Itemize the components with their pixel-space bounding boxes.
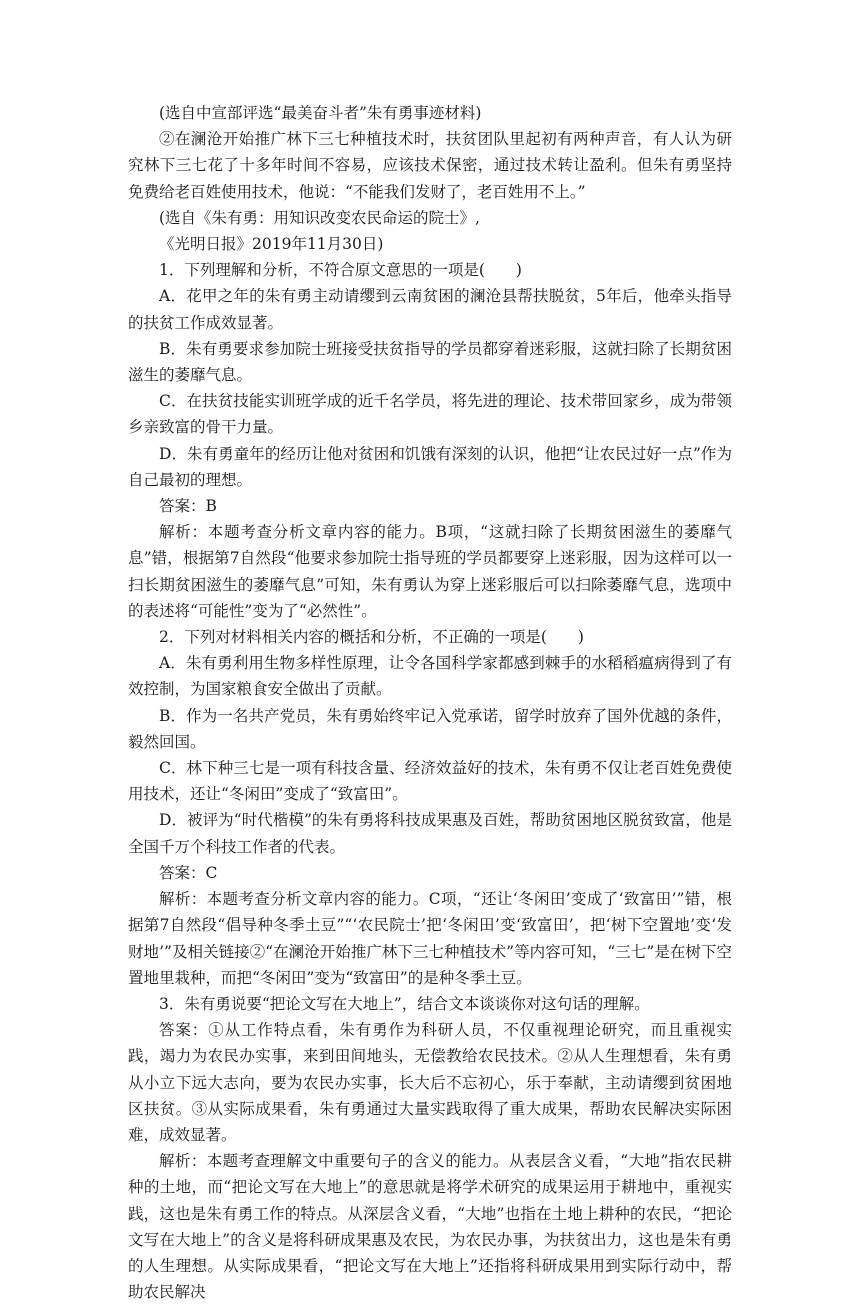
- source-note-2: (选自《朱有勇：用知识改变农民命运的院士》,: [159, 208, 480, 227]
- document-body: [128, 100, 732, 1305]
- question-3: 3．朱有勇说要“把论文写在大地上”，结合文本谈谈你对这句话的理解。: [159, 994, 650, 1013]
- question-2-option-b: B．作为一名共产党员，朱有勇始终牢记入党承诺，留学时放弃了国外优越的条件，毅然回国。: [128, 706, 732, 751]
- question-1-option-a: A．花甲之年的朱有勇主动请缨到云南贫困的澜沧县帮扶脱贫，5年后，他牵头指导的扶贫工作成效显著。: [128, 287, 732, 332]
- question-2-analysis: 解析：本题考查分析文章内容的能力。C项，“还让‘冬闲田’变成了‘致富田’”错，根据第7自然段“倡导种冬季土豆”“‘农民院士’把‘冬闲田’变‘致富田’，把‘树下空置地’变‘发财地’”及相关链接②“在澜沧开始推广林下三七种植技术”等内容可知，“三七”是在树下空置地里栽种，而把“冬闲田”变为“致富田”的是种冬季土豆。: [128, 890, 732, 987]
- question-3-analysis: 解析：本题考查理解文中重要句子的含义的能力。从表层含义看，“大地”指农民耕种的土地，而“把论文写在大地上”的意思就是将学术研究的成果运用于耕地中，重视实践，这也是朱有勇工作的特点。从深层含义看，“大地”也指在土地上耕种的农民，“把论文写在大地上”的含义是将科研成果惠及农民，为农民办事，为扶贫出力，这也是朱有勇的人生理想。从实际成果看，“把论文写在大地上”还指将科研成果用到实际行动中，帮助农民解决: [128, 1152, 732, 1302]
- link-paragraph-2: ②在澜沧开始推广林下三七种植技术时，扶贫团队里起初有两种声音，有人认为研究林下三七花了十多年时间不容易，应该技术保密，通过技术转让盈利。但朱有勇坚持免费给老百姓使用技术，他说：“不能我们发财了，老百姓用不上。”: [128, 130, 732, 201]
- question-2-option-d: D．被评为“时代楷模”的朱有勇将科技成果惠及百姓，帮助贫困地区脱贫致富，他是全国千万个科技工作者的代表。: [128, 811, 732, 856]
- source-note-3: 《光明日报》2019年11月30日): [159, 235, 384, 254]
- question-2-answer: 答案：C: [159, 863, 218, 882]
- question-1-analysis: 解析：本题考查分析文章内容的能力。B项，“这就扫除了长期贫困滋生的萎靡气息”错，根据第7自然段“他要求参加院士指导班的学员都要穿上迷彩服，因为这样可以一扫长期贫困滋生的萎靡气息”可知，朱有勇认为穿上迷彩服后可以扫除萎靡气息，选项中的表述将“可能性”变为了“必然性”。: [128, 523, 732, 620]
- question-1-option-b: B．朱有勇要求参加院士班接受扶贫指导的学员都穿着迷彩服，这就扫除了长期贫困滋生的萎靡气息。: [128, 339, 732, 385]
- question-2-option-c: C．林下种三七是一项有科技含量、经济效益好的技术，朱有勇不仅让老百姓免费使用技术，还让“冬闲田”变成了“致富田”。: [128, 759, 732, 804]
- question-1-option-d: D．朱有勇童年的经历让他对贫困和饥饿有深刻的认识，他把“让农民过好一点”作为自己最初的理想。: [128, 444, 732, 489]
- question-1-option-c: C．在扶贫技能实训班学成的近千名学员，将先进的理论、技术带回家乡，成为带领乡亲致富的骨干力量。: [128, 392, 732, 437]
- source-note-1: (选自中宣部评选“最美奋斗者”朱有勇事迹材料): [159, 104, 482, 122]
- question-1: 1．下列理解和分析，不符合原文意思的一项是( ): [159, 261, 522, 280]
- question-1-answer: 答案：B: [159, 497, 217, 516]
- question-2: 2．下列对材料相关内容的概括和分析，不正确的一项是( ): [159, 628, 584, 647]
- question-3-answer: 答案：①从工作特点看，朱有勇作为科研人员，不仅重视理论研究，而且重视实践，竭力为农民办实事，来到田间地头，无偿教给农民技术。②从人生理想看，朱有勇从小立下远大志向，要为农民办实事，长大后不忘初心，乐于奉献，主动请缨到贫困地区扶贫。③从实际成果看，朱有勇通过大量实践取得了重大成果，帮助农民解决实际困难，成效显著。: [128, 1021, 732, 1144]
- question-2-option-a: A．朱有勇利用生物多样性原理，让令各国科学家都感到棘手的水稻稻瘟病得到了有效控制，为国家粮食安全做出了贡献。: [128, 654, 732, 699]
